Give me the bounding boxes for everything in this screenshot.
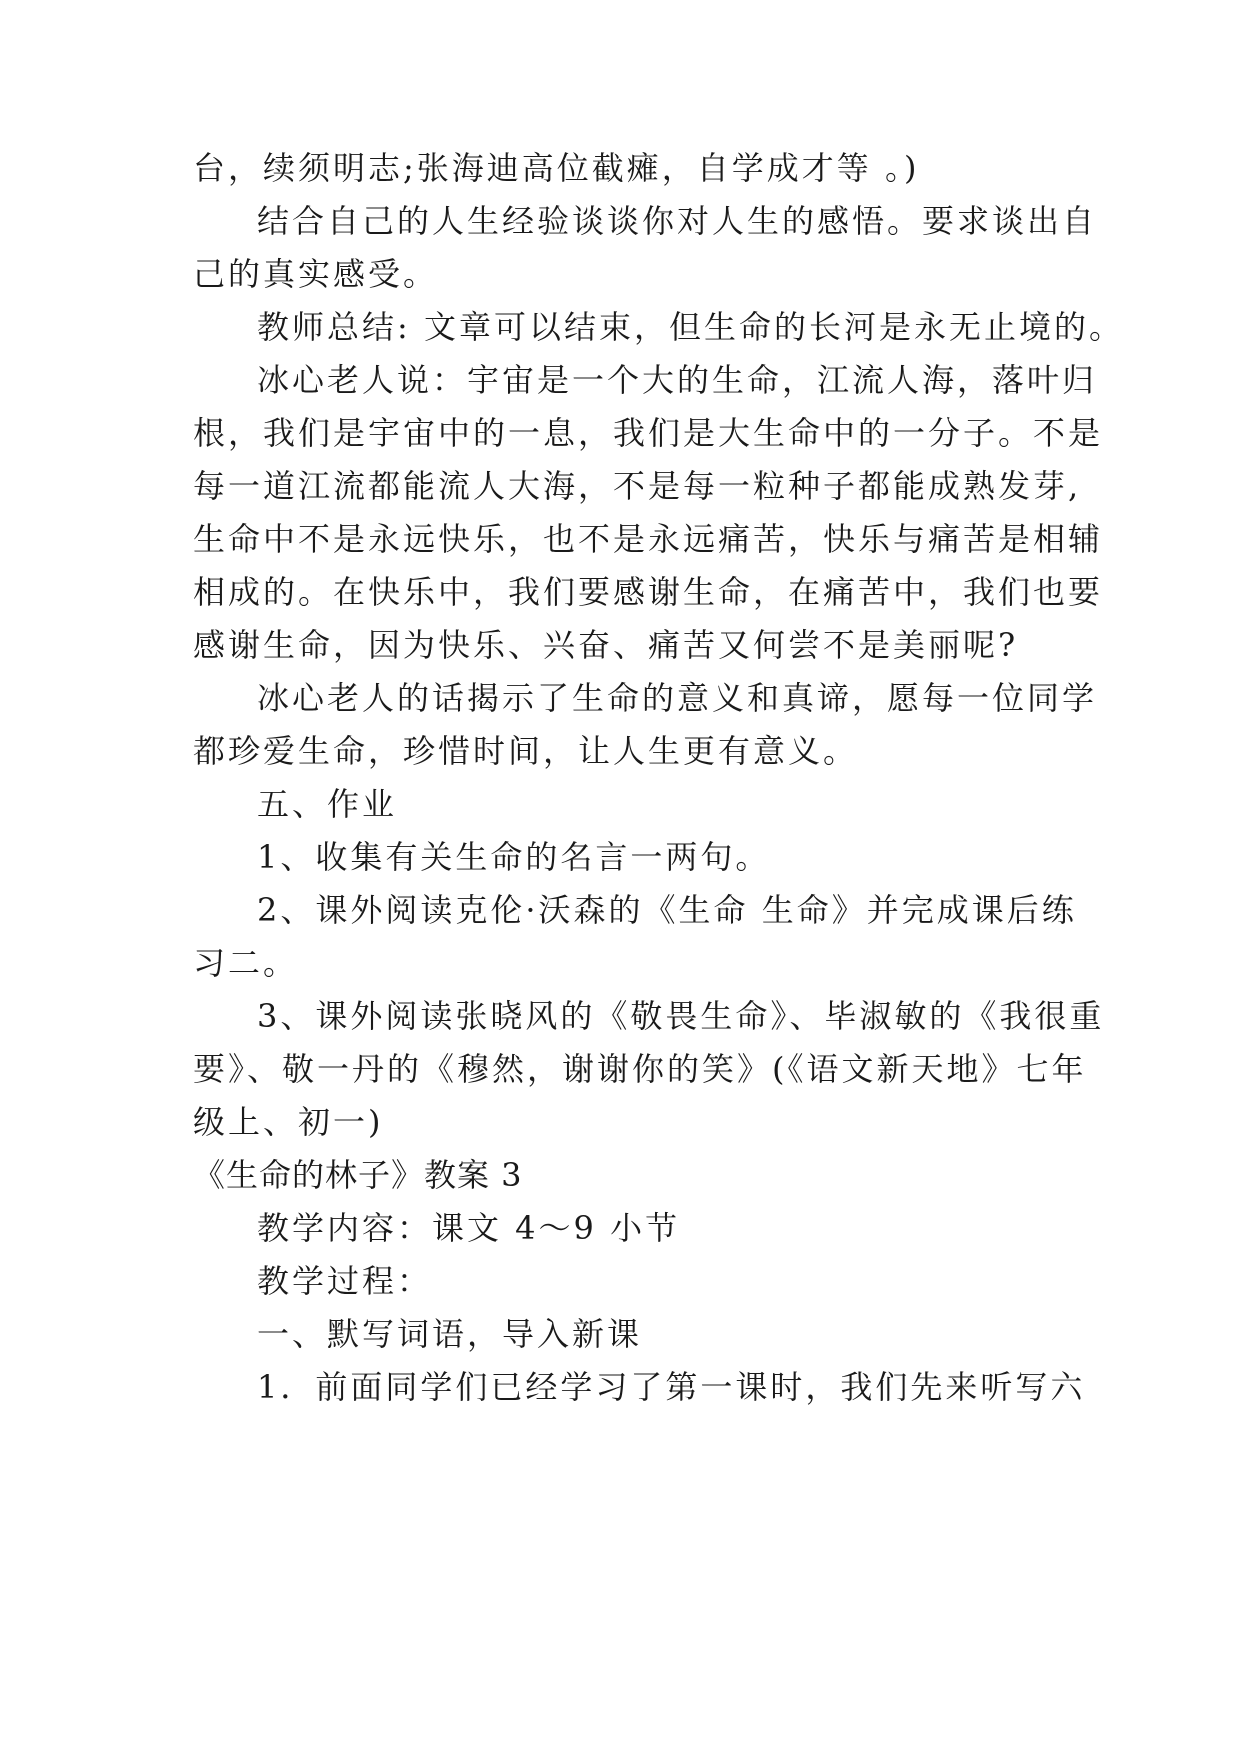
text-line: 结合自己的人生经验谈谈你对人生的感悟。要求谈出自 — [257, 202, 1098, 240]
text-line: 教学内容：课文 4～9 小节 — [257, 1209, 681, 1247]
text-line: 根，我们是宇宙中的一息，我们是大生命中的一分子。不是 — [193, 414, 1104, 452]
text-line: 1、收集有关生命的名言一两句。 — [257, 838, 771, 876]
text-line: 级上、初一) — [193, 1103, 384, 1141]
text-line: 相成的。在快乐中，我们要感谢生命，在痛苦中，我们也要 — [193, 573, 1104, 611]
document-title: 《生命的林子》教案 3 — [193, 1156, 523, 1194]
text-line: 都珍爱生命，珍惜时间，让人生更有意义。 — [193, 732, 859, 770]
text-line: 教学过程： — [257, 1262, 433, 1300]
section-heading: 一、默写词语，导入新课 — [257, 1315, 643, 1353]
text-line: 要》、敬一丹的《穆然，谢谢你的笑》(《语文新天地》七年 — [193, 1050, 1087, 1088]
text-line: 1．前面同学们已经学习了第一课时，我们先来听写六 — [257, 1368, 1086, 1406]
text-line: 感谢生命，因为快乐、兴奋、痛苦又何尝不是美丽呢? — [193, 626, 1019, 664]
text-line: 3、课外阅读张晓风的《敬畏生命》、毕淑敏的《我很重 — [257, 997, 1105, 1035]
text-line: 冰心老人说：宇宙是一个大的生命，江流人海，落叶归 — [257, 361, 1098, 399]
text-line: 习二。 — [193, 944, 299, 982]
text-line: 2、课外阅读克伦·沃森的《生命 生命》并完成课后练 — [257, 891, 1077, 929]
text-line: 冰心老人的话揭示了生命的意义和真谛，愿每一位同学 — [257, 679, 1098, 717]
text-line: 教师总结: 文章可以结束，但生命的长河是永无止境的。 — [257, 308, 1124, 346]
text-line: 台，续须明志;张海迪高位截瘫，自学成才等 。) — [193, 149, 920, 187]
text-line: 生命中不是永远快乐，也不是永远痛苦，快乐与痛苦是相辅 — [193, 520, 1104, 558]
section-heading: 五、作业 — [257, 785, 398, 823]
text-line: 己的真实感受。 — [193, 255, 439, 293]
text-line: 每一道江流都能流人大海，不是每一粒种子都能成熟发芽, — [193, 467, 1082, 505]
